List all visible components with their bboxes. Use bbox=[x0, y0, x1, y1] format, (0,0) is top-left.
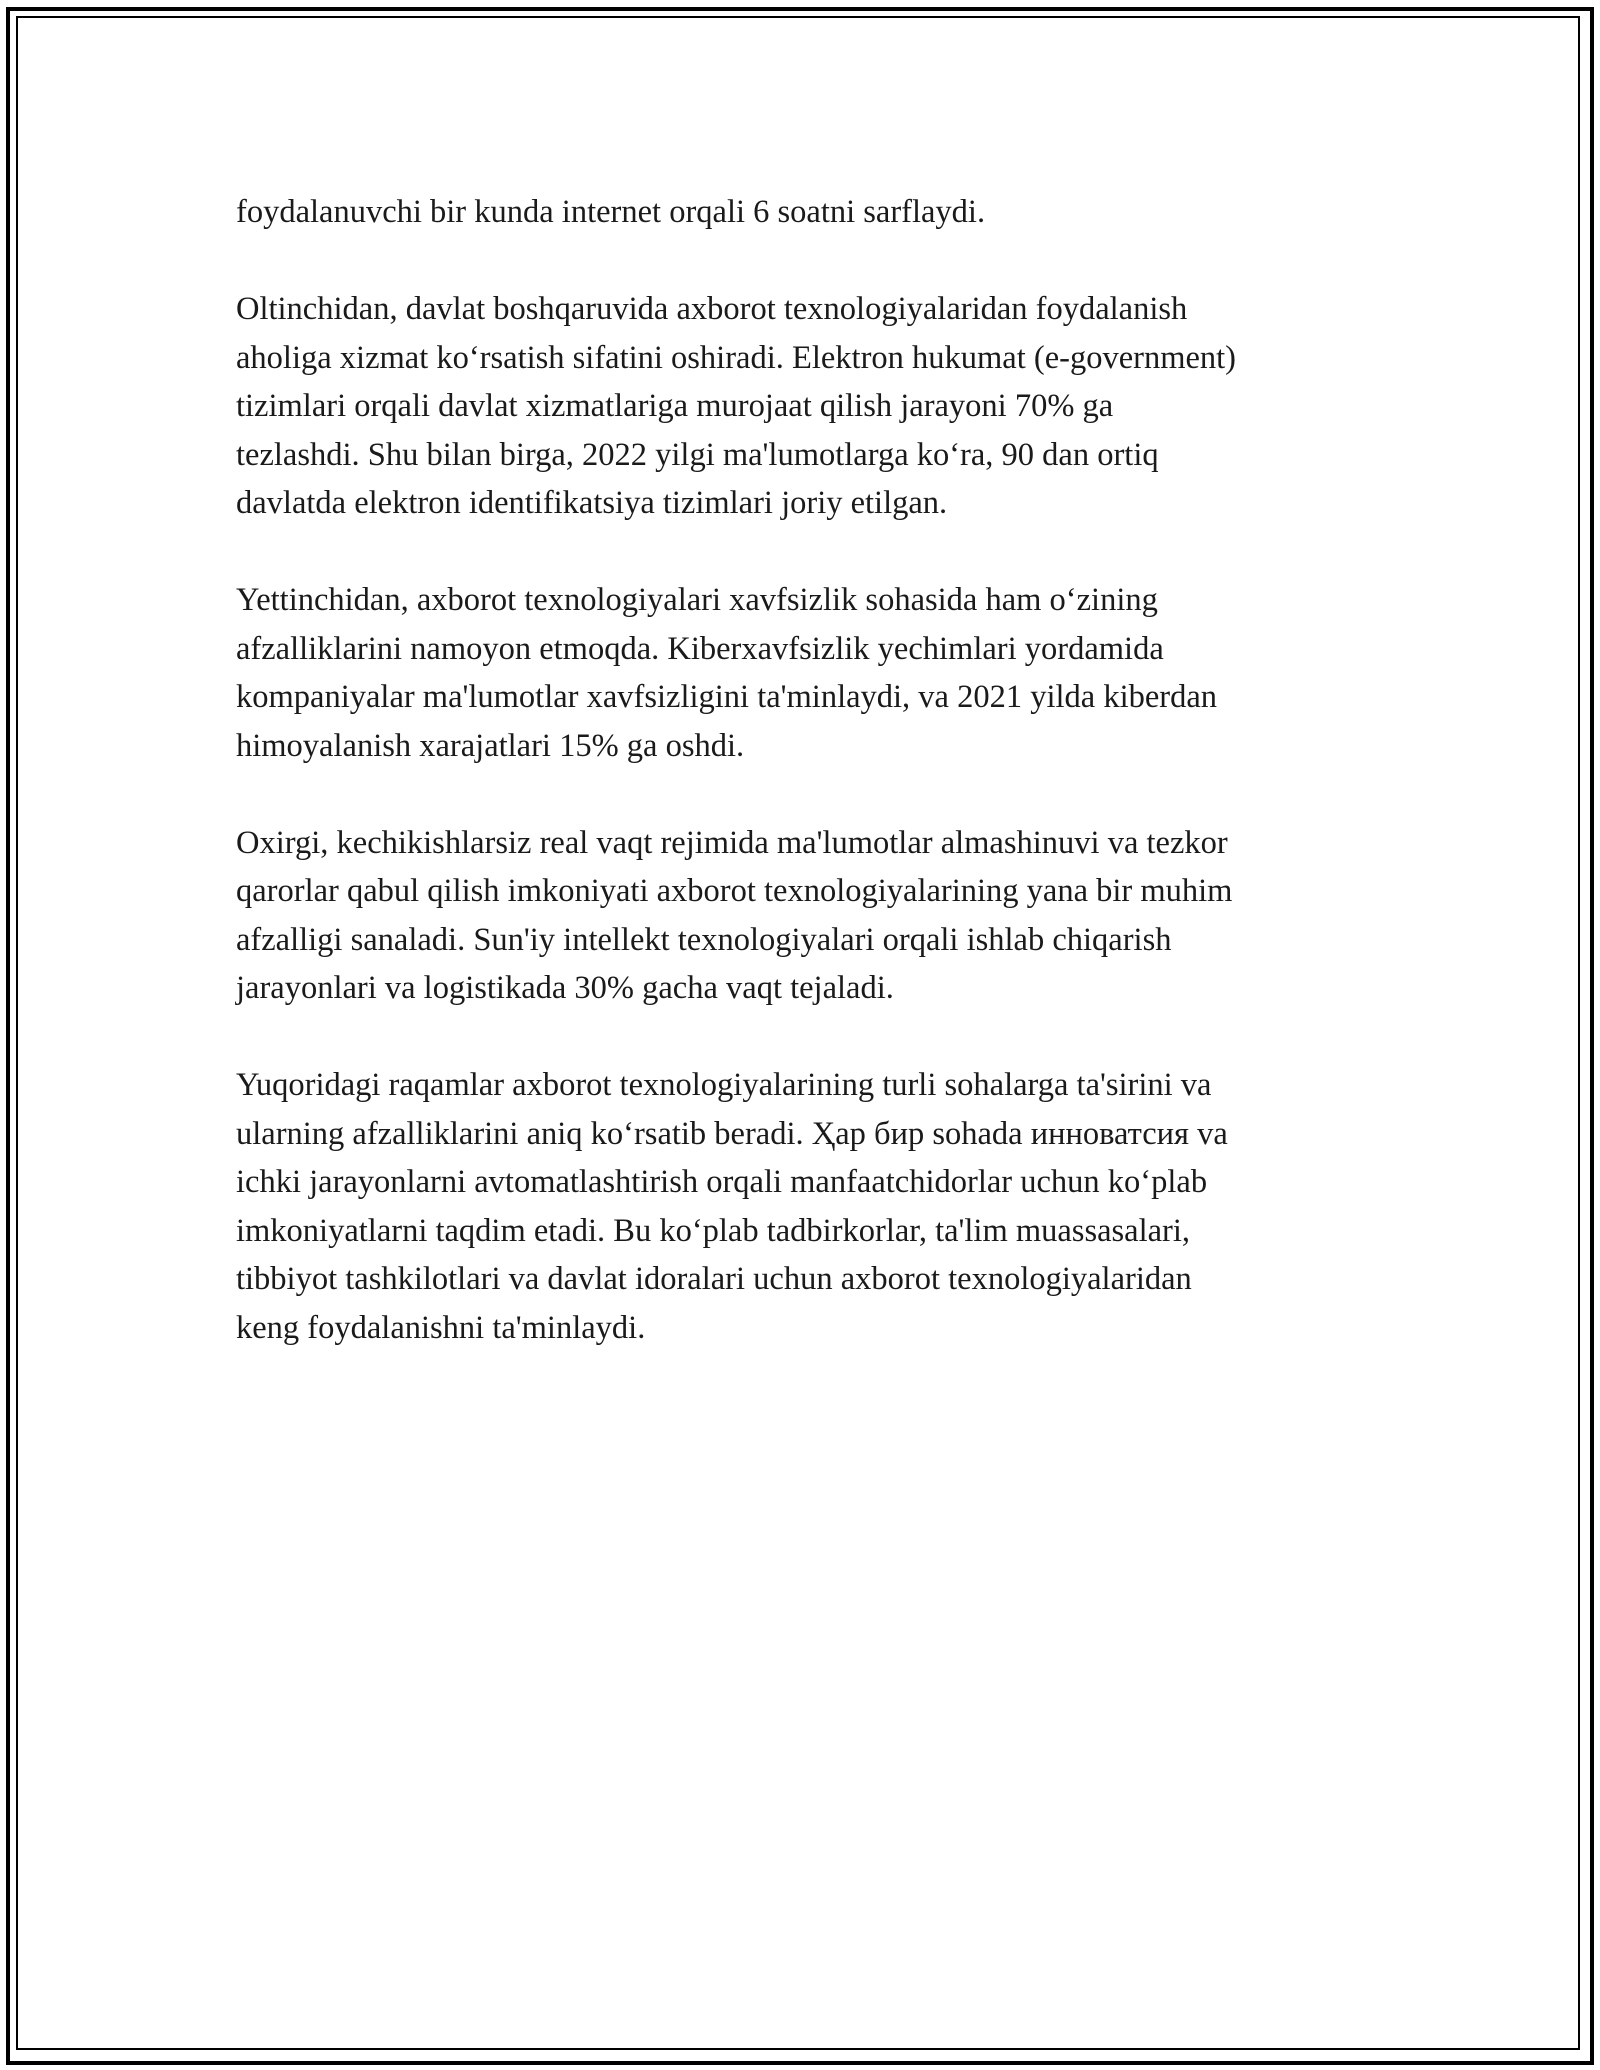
paragraph-2: Oltinchidan, davlat boshqaruvida axborot texnologiyalaridan foydalanish aholiga xizmat ko‘rsatish sifatini oshiradi. Elektron hukumat (e-government) tizimlari orqali davlat xizmatlariga murojaat qilish jarayoni 70% ga tezlashdi. Shu bilan birga, 2022 yilgi ma'lumotlarga ko‘ra, 90 dan ortiq davlatda elektron identifikatsiya tizimlari joriy etilgan. bbox=[236, 291, 1237, 521]
paragraph-3: Yettinchidan, axborot texnologiyalari xavfsizlik sohasida ham o‘zining afzalliklarini namoyon etmoqda. Kiberxavfsizlik yechimlari yordamida kompaniyalar ma'lumotlar xavfsizligini ta'minlaydi, va 2021 yilda kiberdan himoyalanish xarajatlari 15% ga oshdi. bbox=[236, 582, 1218, 764]
paragraph-5: Yuqoridagi raqamlar axborot texnologiyalarining turli sohalarga ta'sirini va ularning afzalliklarini aniq ko‘rsatib beradi. Ҳар бир sohada инноватсия va ichki jarayonlarni avtomatlashtirish orqali manfaatchidorlar uchun ko‘plab imkoniyatlarni taqdim etadi. Bu ko‘plab tadbirkorlar, ta'lim muassasalari, tibbiyot tashkilotlari va davlat idoralari uchun axborot texnologiyalaridan keng foydalanishni ta'minlaydi. bbox=[236, 1067, 1228, 1346]
paragraph-4: Oxirgi, kechikishlarsiz real vaqt rejimida ma'lumotlar almashinuvi va tezkor qarorlar qabul qilish imkoniyati axborot texnologiyalarining yana bir muhim afzalligi sanaladi. Sun'iy intellekt texnologiyalari orqali ishlab chiqarish jarayonlari va logistikada 30% gacha vaqt tejaladi. bbox=[236, 824, 1233, 1006]
paragraph-1: foydalanuvchi bir kunda internet orqali 6 soatni sarflaydi. bbox=[236, 194, 986, 230]
document-body bbox=[236, 188, 1386, 1401]
